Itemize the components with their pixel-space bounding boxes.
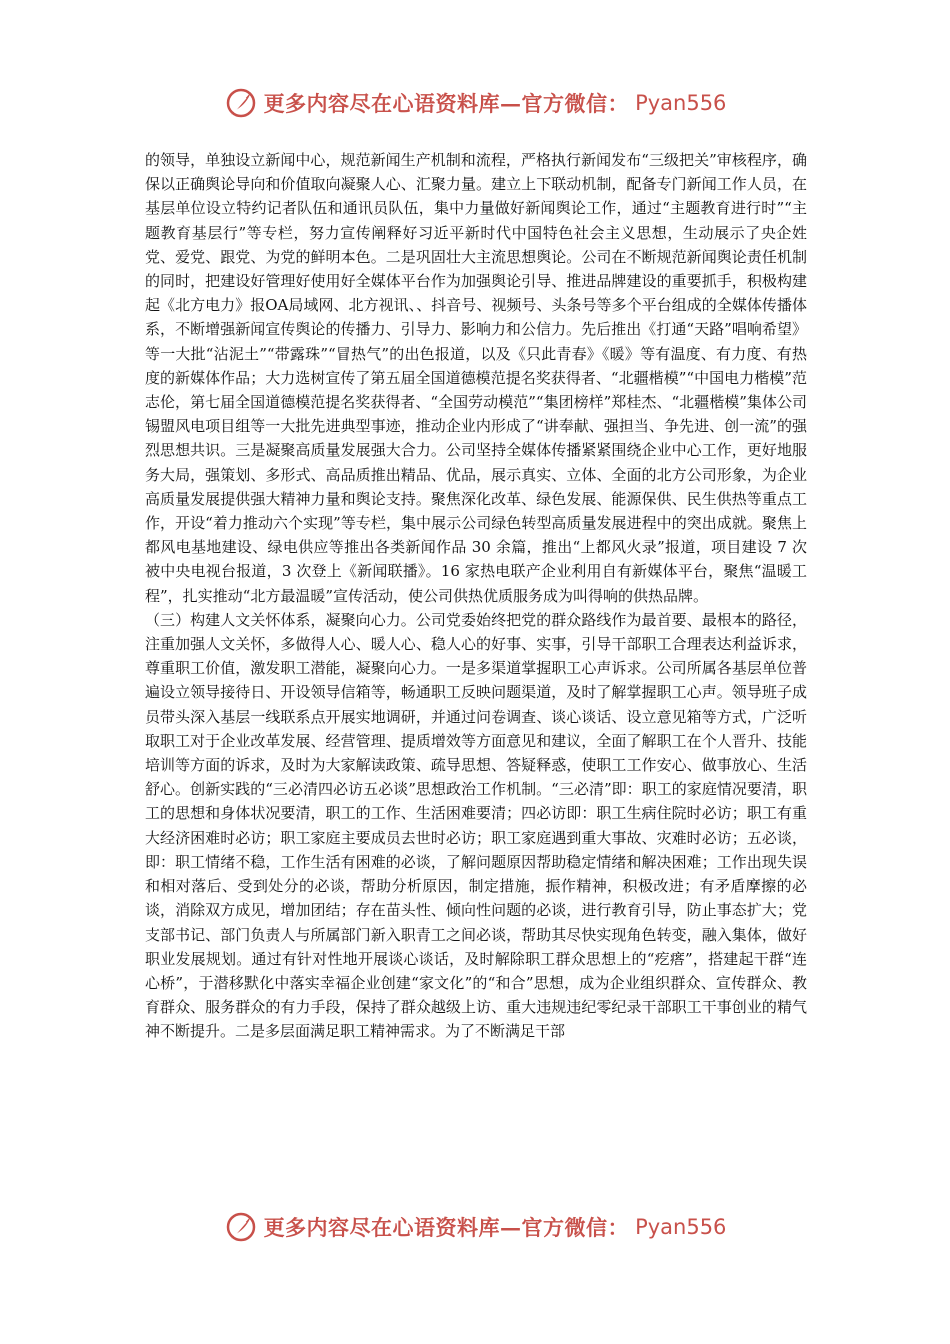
- paragraph: 的领导，单独设立新闻中心，规范新闻生产机制和流程，严格执行新闻发布“三级把关”审核程序，确保以正确舆论导向和价值取向凝聚人心、汇聚力量。建立上下联动机制，配备专门新闻工作人员，在基层单位设立特约记者队伍和通讯员队伍，集中力量做好新闻舆论工作，通过“主题教育进行时”“主题教育基层行”等专栏，努力宣传阐释好习近平新时代中国特色社会主义思想，生动展示了央企姓党、爱党、跟党、为党的鲜明本色。二是巩固壮大主流思想舆论。公司在不断规范新闻舆论责任机制的同时，把建设好管理好使用好全媒体平台作为加强舆论引导、推进品牌建设的重要抓手，积极构建起《北方电力》报OA局域网、北方视讯、、抖音号、视频号、头条号等多个平台组成的全媒体传播体系，不断增强新闻宣传舆论的传播力、引导力、影响力和公信力。先后推出《打通“天路”唱响希望》等一大批“沾泥土”“带露珠”“冒热气”的出色报道，以及《只此青春》《暖》等有温度、有力度、有热度的新媒体作品；大力选树宣传了第五届全国道德模范提名奖获得者、“北疆楷模”“中国电力楷模”范志伦，第七届全国道德模范提名奖获得者、“全国劳动模范”“集团榜样”郑桂杰、“北疆楷模”集体公司锡盟风电项目组等一大批先进典型事迹，推动企业内形成了“讲奉献、强担当、争先进、创一流”的强烈思想共识。三是凝聚高质量发展强大合力。公司坚持全媒体传播紧紧围绕企业中心工作，更好地服务大局，强策划、多形式、高品质推出精品、优品，展示真实、立体、全面的北方公司形象，为企业高质量发展提供强大精神力量和舆论支持。聚焦深化改革、绿色发展、能源保供、民生供热等重点工作，开设“着力推动六个实现”等专栏，集中展示公司绿色转型高质量发展进程中的突出成就。聚焦上都风电基地建设、绿电供应等推出各类新闻作品 30 余篇，推出“上都风火录”报道，项目建设 7 次被中央电视台报道，3 次登上《新闻联播》。16 家热电联产企业利用自有新媒体平台，聚焦“温暖工程”，扎实推动“北方最温暖”宣传活动，使公司供热优质服务成为叫得响的供热品牌。: [145, 151, 807, 605]
- document-body: [145, 148, 807, 1044]
- watermark-footer: [0, 1210, 950, 1244]
- watermark-wechat-id: Pyan556: [635, 91, 727, 115]
- watermark-text: 更多内容尽在心语资料库—官方微信：: [263, 1215, 630, 1240]
- watermark-header: [0, 86, 950, 120]
- feather-logo-icon: [224, 86, 258, 120]
- watermark-wechat-id: Pyan556: [635, 1215, 727, 1239]
- paragraph: （三）构建人文关怀体系，凝聚向心力。公司党委始终把党的群众路线作为最首要、最根本的路径，注重加强人文关怀，多做得人心、暖人心、稳人心的好事、实事，引导干部职工合理表达利益诉求，尊重职工价值，激发职工潜能，凝聚向心力。一是多渠道掌握职工心声诉求。公司所属各基层单位普遍设立领导接待日、开设领导信箱等，畅通职工反映问题渠道，及时了解掌握职工心声。领导班子成员带头深入基层一线联系点开展实地调研，并通过问卷调查、谈心谈话、设立意见箱等方式，广泛听取职工对于企业改革发展、经营管理、提质增效等方面意见和建议，全面了解职工在个人晋升、技能培训等方面的诉求，及时为大家解读政策、疏导思想、答疑释惑，使职工工作安心、做事放心、生活舒心。创新实践的“三必清四必访五必谈”思想政治工作机制。“三必清”即：职工的家庭情况要清，职工的思想和身体状况要清，职工的工作、生活困难要清；四必访即：职工生病住院时必访；职工有重大经济困难时必访；职工家庭主要成员去世时必访；职工家庭遇到重大事故、灾难时必访；五必谈，即：职工情绪不稳，工作生活有困难的必谈，了解问题原因帮助稳定情绪和解决困难；工作出现失误和相对落后、受到处分的必谈，帮助分析原因，制定措施，振作精神，积极改进；有矛盾摩擦的必谈，消除双方成见，增加团结；存在苗头性、倾向性问题的必谈，进行教育引导，防止事态扩大；党支部书记、部门负责人与所属部门新入职青工之间必谈，帮助其尽快实现角色转变，融入集体，做好职业发展规划。通过有针对性地开展谈心谈话，及时解除职工群众思想上的“疙瘩”，搭建起干群“连心桥”，于潜移默化中落实幸福企业创建“家文化”的“和合”思想，成为企业组织群众、宣传群众、教育群众、服务群众的有力手段，保持了群众越级上访、重大违规违纪零纪录干部职工干事创业的精气神不断提升。二是多层面满足职工精神需求。为了不断满足干部: [145, 610, 807, 1041]
- feather-logo-icon: [224, 1210, 258, 1244]
- watermark-text: 更多内容尽在心语资料库—官方微信：: [263, 91, 630, 116]
